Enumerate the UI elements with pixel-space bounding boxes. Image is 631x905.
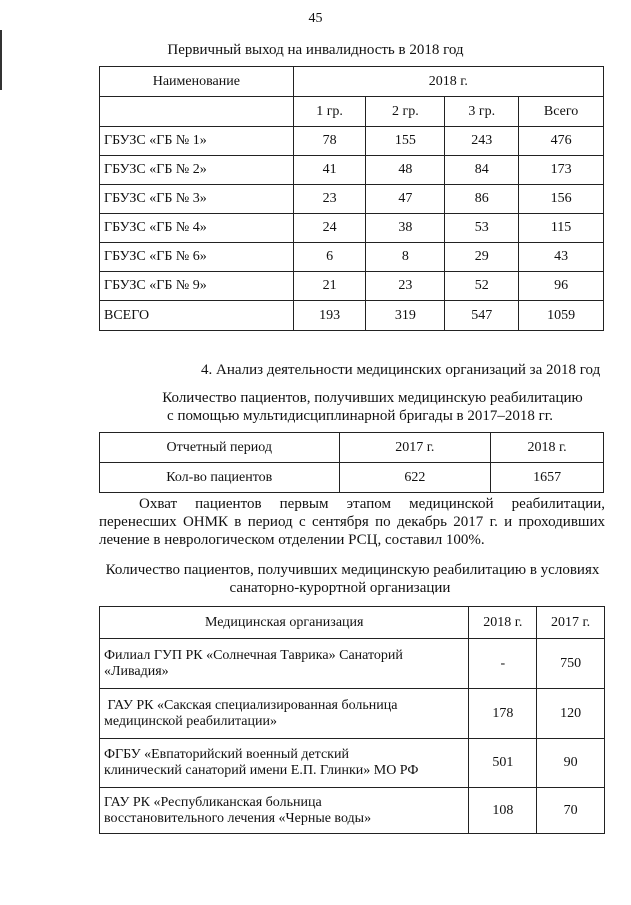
table-row — [100, 156, 604, 185]
cell: 24 — [293, 214, 366, 243]
cell: 501 — [469, 739, 537, 788]
cell: 108 — [469, 788, 537, 834]
cell: 750 — [537, 639, 605, 689]
table3-title-line2: санаторно-курортной организации — [229, 580, 451, 596]
org-name-line1: ГАУ РК «Сакская специализированная больница — [104, 697, 398, 713]
table-row — [100, 127, 604, 156]
disability-table — [99, 66, 604, 331]
sanatorium-table — [99, 606, 605, 834]
table1-title: Первичный выход на инвалидность в 2018 год — [167, 42, 464, 58]
table-row — [100, 639, 605, 689]
cell: 53 — [445, 214, 519, 243]
header-cell: 2017 г. — [339, 433, 491, 463]
row-name: Кол-во пациентов — [100, 463, 340, 493]
table-row — [100, 689, 605, 739]
cell: 38 — [366, 214, 445, 243]
row-name: ГБУЗС «ГБ № 3» — [100, 185, 294, 214]
org-name-line2: «Ливадия» — [104, 663, 169, 679]
paragraph-line3: лечение в неврологическом отделении РСЦ, составил 100%. — [99, 532, 485, 548]
rehab-team-table — [99, 432, 604, 493]
org-name — [100, 689, 469, 739]
header-cell: Отчетный период — [100, 433, 340, 463]
table2-title-line1: Количество пациентов, получивших медицинскую реабилитацию — [162, 390, 583, 406]
cell: 319 — [366, 301, 445, 331]
table3-title-line1: Количество пациентов, получивших медицинскую реабилитацию в условиях — [105, 562, 600, 578]
row-name: ГБУЗС «ГБ № 1» — [100, 127, 294, 156]
cell: 120 — [537, 689, 605, 739]
cell: 8 — [366, 243, 445, 272]
cell: 155 — [366, 127, 445, 156]
cell: 41 — [293, 156, 366, 185]
table-row-total — [100, 301, 604, 331]
org-name-line1: ГАУ РК «Республиканская больница — [104, 794, 322, 810]
table-row — [100, 788, 605, 834]
col-year-header: 2018 г. — [293, 67, 603, 97]
table-row — [100, 739, 605, 788]
cell: 193 — [293, 301, 366, 331]
org-name — [100, 788, 469, 834]
table-row — [100, 214, 604, 243]
org-name — [100, 739, 469, 788]
table-row — [100, 272, 604, 301]
header-cell: Медицинская организация — [100, 607, 469, 639]
cell: 476 — [519, 127, 604, 156]
org-name-line1: ФГБУ «Евпаторийский военный детский — [104, 747, 349, 762]
paragraph-line1: Охват пациентов первым этапом медицинской реабилитации, — [139, 496, 605, 512]
cell: 547 — [445, 301, 519, 331]
table-row — [100, 243, 604, 272]
page-number: 45 — [308, 11, 323, 26]
cell: 86 — [445, 185, 519, 214]
row-name: ГБУЗС «ГБ № 4» — [100, 214, 294, 243]
cell: 622 — [339, 463, 491, 493]
cell: 43 — [519, 243, 604, 272]
cell: 96 — [519, 272, 604, 301]
sub-header: 3 гр. — [445, 97, 519, 127]
cell: 6 — [293, 243, 366, 272]
cell: 29 — [445, 243, 519, 272]
sub-header: 1 гр. — [293, 97, 366, 127]
cell: 156 — [519, 185, 604, 214]
col-name-header: Наименование — [100, 67, 294, 97]
org-name-line1: Филиал ГУП РК «Солнечная Таврика» Санаторий — [104, 647, 403, 663]
sub-header: Всего — [519, 97, 604, 127]
page-edge-mark — [0, 30, 2, 90]
cell: 178 — [469, 689, 537, 739]
row-name: ГБУЗС «ГБ № 2» — [100, 156, 294, 185]
cell: 70 — [537, 788, 605, 834]
cell: 115 — [519, 214, 604, 243]
table-row — [100, 185, 604, 214]
org-name-line2: клинический санаторий имени Е.П. Глинки» МО РФ — [104, 763, 419, 778]
cell: 47 — [366, 185, 445, 214]
org-name-line2: медицинской реабилитации» — [104, 713, 277, 729]
header-cell: 2018 г. — [491, 433, 604, 463]
cell: 78 — [293, 127, 366, 156]
row-name: ГБУЗС «ГБ № 9» — [100, 272, 294, 301]
header-cell: 2018 г. — [469, 607, 537, 639]
cell: 1657 — [491, 463, 604, 493]
cell: 21 — [293, 272, 366, 301]
cell: 52 — [445, 272, 519, 301]
empty-cell — [100, 97, 294, 127]
header-cell: 2017 г. — [537, 607, 605, 639]
cell: 90 — [537, 739, 605, 788]
cell: 173 — [519, 156, 604, 185]
cell: 23 — [366, 272, 445, 301]
org-name-line2: восстановительного лечения «Черные воды» — [104, 810, 372, 826]
sub-header: 2 гр. — [366, 97, 445, 127]
cell: 1059 — [519, 301, 604, 331]
row-name: ВСЕГО — [100, 301, 294, 331]
table2-title-line2: с помощью мультидисциплинарной бригады в 2017–2018 гг. — [167, 408, 553, 424]
cell: 23 — [293, 185, 366, 214]
paragraph-line2: перенесших ОНМК в период с сентября по декабрь 2017 г. и проходивших — [99, 514, 605, 530]
cell: 243 — [445, 127, 519, 156]
table-row — [100, 463, 604, 493]
section-heading: 4. Анализ деятельности медицинских организаций за 2018 год — [201, 362, 601, 378]
cell: 84 — [445, 156, 519, 185]
org-name — [100, 639, 469, 689]
row-name: ГБУЗС «ГБ № 6» — [100, 243, 294, 272]
cell: - — [469, 639, 537, 689]
cell: 48 — [366, 156, 445, 185]
